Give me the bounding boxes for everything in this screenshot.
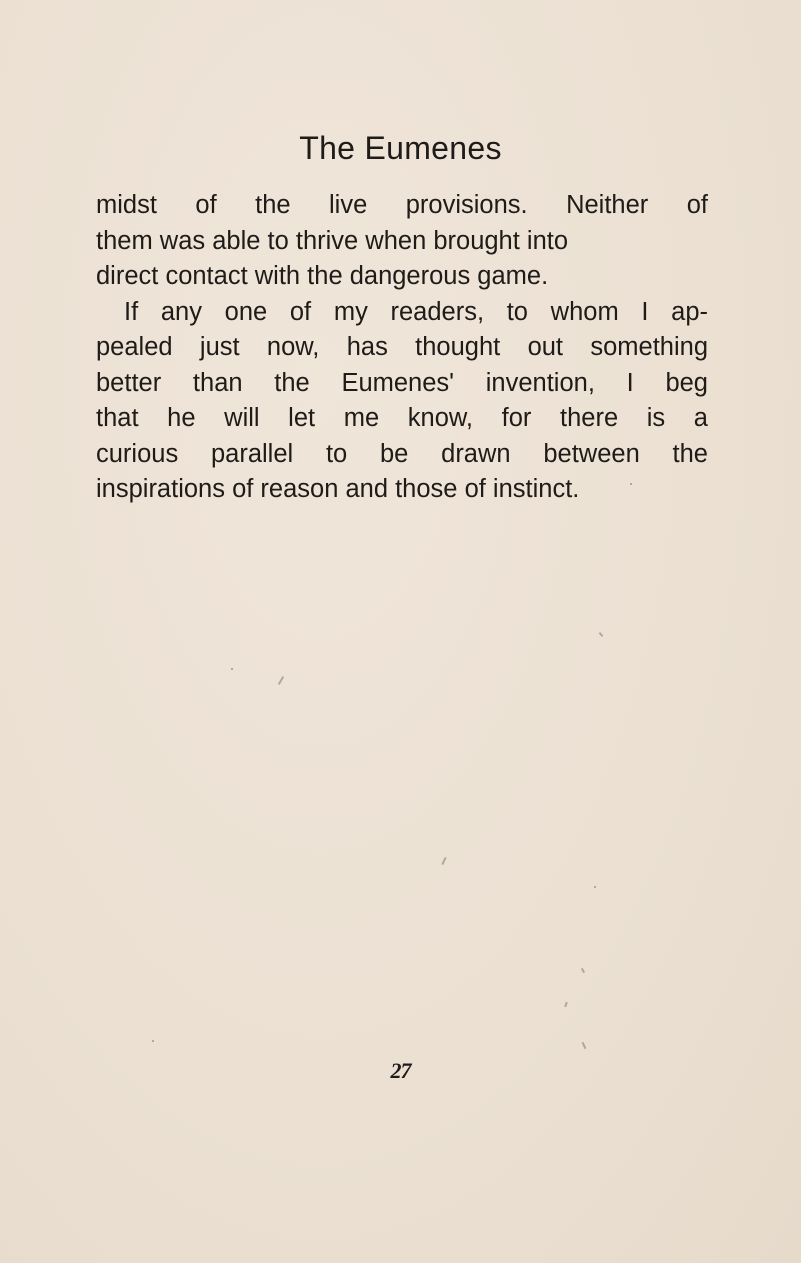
paper-speck: [564, 1002, 568, 1007]
paper-speck: [441, 857, 446, 865]
text-line: curious parallel to be drawn between the: [96, 439, 708, 468]
text-line: better than the Eumenes' invention, I beg: [96, 368, 708, 397]
text-line: pealed just now, has thought out something: [96, 333, 708, 361]
running-head: The Eumenes: [299, 130, 502, 166]
paper-speck: [582, 1042, 587, 1049]
paper-speck: [231, 668, 233, 670]
paper-speck: [278, 676, 284, 685]
body-text: [96, 188, 708, 508]
text-line: midst of the live provisions. Neither of: [96, 191, 708, 219]
text-line: If any one of my readers, to whom I ap-: [124, 297, 708, 326]
paper-speck: [594, 886, 596, 888]
paper-speck: [630, 483, 632, 485]
text-line: that he will let me know, for there is a: [96, 404, 708, 432]
text-line: them was able to thrive when brought into: [96, 226, 569, 255]
text-line: inspirations of reason and those of instinct.: [96, 475, 580, 503]
page-number: 27: [390, 1058, 411, 1083]
text-line: direct contact with the dangerous game.: [96, 262, 549, 290]
paper-speck: [152, 1040, 154, 1042]
paper-speck: [581, 968, 585, 973]
paper-speck: [599, 632, 604, 637]
